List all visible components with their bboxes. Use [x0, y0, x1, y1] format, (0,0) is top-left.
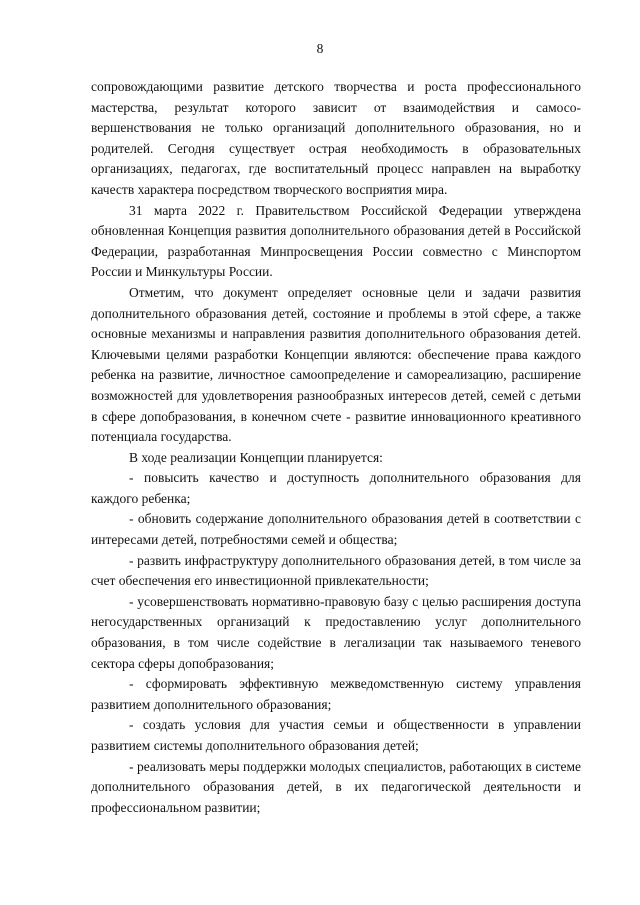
paragraph-goals: Отметим, что документ определяет основные цели и задачи развития дополнительного образования детей, состояние и проблемы в этой сфере, а также основные механизмы и направления развития дополнительного образования детей. Ключевыми целями разработки Концепции являются: обеспечение права каждого ребенка на развитие, личностное самоопределение и самореализацию, расширение возможностей для удовлетворения разнообразных интересов детей, семей с детьми в сфере допобразования, в конечном счете - развитие инновационного креативного потенциала государства.: [91, 284, 581, 445]
list-item-infrastructure: - развить инфраструктуру дополнительного образования детей, в том числе за счет обеспечения его инвестиционной привлекательности;: [91, 552, 581, 589]
document-body: [91, 77, 581, 818]
list-item-content: - обновить содержание дополнительного образования детей в соответствии с интересами детей, потребностями семей и общества;: [91, 511, 581, 548]
paragraph-concept-approval: 31 марта 2022 г. Правительством Российской Федерации утверждена обновленная Концепция развития дополнительного образования детей в Российской Федерации, разработанная Минпросвещения России совместно с Минспортом России и Минкультуры России.: [91, 202, 581, 280]
page-number: 8: [316, 41, 324, 56]
list-item-legal-base: - усовершенствовать нормативно-правовую базу с целью расширения доступа негосударственных организаций к предоставлению услуг дополнительного образования, в том числе содействие в легализации так называемого теневого сектора сферы допобразования;: [91, 593, 581, 671]
list-item-young-specialists: - реализовать меры поддержки молодых специалистов, работающих в системе дополнительного образования детей, в их педагогической деятельности и профессиональном развитии;: [91, 758, 581, 815]
list-item-management-system: - сформировать эффективную межведомственную систему управления развитием дополнительного образования;: [91, 676, 581, 712]
list-item-quality: - повысить качество и доступность дополнительного образования для каждого ребенка;: [91, 470, 581, 506]
paragraph-continuation: сопровождающими развитие детского творчества и роста профессионального мастерства, результат которого зависит от взаимодействия и самосовершенствования не только организаций дополнительного образования, но и родителей. Сегодня существует острая необходимость в образовательных организациях, педагогах, где воспитательный процесс направлен на выработку качеств характера посредством творческого восприятия мира.: [91, 79, 581, 197]
paragraph-plan-intro: В ходе реализации Концепции планируется:: [129, 449, 383, 465]
list-item-family-participation: - создать условия для участия семьи и общественности в управлении развитием системы дополнительного образования детей;: [91, 717, 581, 753]
